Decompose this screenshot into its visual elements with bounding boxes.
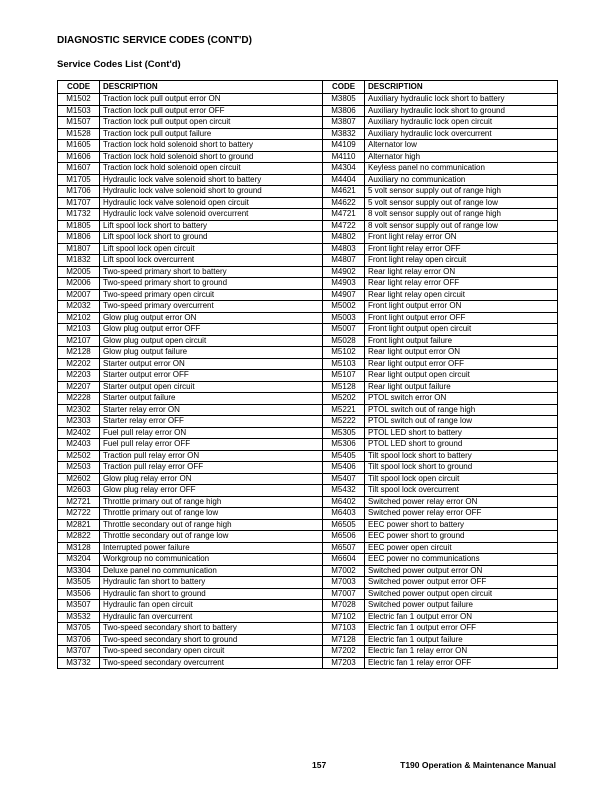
description-cell: Switched power relay error OFF bbox=[365, 508, 558, 520]
code-cell: M5406 bbox=[323, 462, 365, 474]
table-row bbox=[58, 427, 558, 439]
code-cell: M7003 bbox=[323, 577, 365, 589]
description-cell: 8 volt sensor supply out of range low bbox=[365, 220, 558, 232]
code-cell: M1832 bbox=[58, 255, 100, 267]
description-cell: Traction lock hold solenoid open circuit bbox=[100, 163, 323, 175]
code-cell: M2006 bbox=[58, 278, 100, 290]
table-row bbox=[58, 105, 558, 117]
table-row bbox=[58, 542, 558, 554]
code-cell: M6403 bbox=[323, 508, 365, 520]
description-cell: EEC power short to ground bbox=[365, 531, 558, 543]
description-cell: Rear light output failure bbox=[365, 381, 558, 393]
code-cell: M1706 bbox=[58, 186, 100, 198]
description-cell: PTOL switch error ON bbox=[365, 393, 558, 405]
table-row bbox=[58, 151, 558, 163]
table-row bbox=[58, 600, 558, 612]
description-cell: Deluxe panel no communication bbox=[100, 565, 323, 577]
description-cell: Rear light relay error OFF bbox=[365, 278, 558, 290]
code-cell: M7202 bbox=[323, 646, 365, 658]
description-cell: Glow plug output open circuit bbox=[100, 335, 323, 347]
code-cell: M3806 bbox=[323, 105, 365, 117]
description-cell: Starter output error OFF bbox=[100, 370, 323, 382]
code-cell: M3505 bbox=[58, 577, 100, 589]
table-row bbox=[58, 416, 558, 428]
column-header-code: CODE bbox=[323, 81, 365, 94]
code-cell: M1806 bbox=[58, 232, 100, 244]
description-cell: PTOL LED short to battery bbox=[365, 427, 558, 439]
code-cell: M7007 bbox=[323, 588, 365, 600]
description-cell: Hydraulic lock valve solenoid short to battery bbox=[100, 174, 323, 186]
code-cell: M2128 bbox=[58, 347, 100, 359]
code-cell: M2007 bbox=[58, 289, 100, 301]
code-cell: M5002 bbox=[323, 301, 365, 313]
code-cell: M1502 bbox=[58, 94, 100, 106]
description-cell: 5 volt sensor supply out of range high bbox=[365, 186, 558, 198]
code-cell: M5107 bbox=[323, 370, 365, 382]
description-cell: Switched power relay error ON bbox=[365, 496, 558, 508]
table-row bbox=[58, 301, 558, 313]
description-cell: Traction lock hold solenoid short to ground bbox=[100, 151, 323, 163]
code-cell: M5028 bbox=[323, 335, 365, 347]
code-cell: M5103 bbox=[323, 358, 365, 370]
table-row bbox=[58, 289, 558, 301]
code-cell: M2403 bbox=[58, 439, 100, 451]
description-cell: Two-speed primary short to ground bbox=[100, 278, 323, 290]
table-row bbox=[58, 634, 558, 646]
code-cell: M1606 bbox=[58, 151, 100, 163]
code-cell: M7128 bbox=[323, 634, 365, 646]
table-row bbox=[58, 404, 558, 416]
description-cell: Switched power output failure bbox=[365, 600, 558, 612]
table-row bbox=[58, 186, 558, 198]
code-cell: M2603 bbox=[58, 485, 100, 497]
code-cell: M2228 bbox=[58, 393, 100, 405]
description-cell: Rear light output open circuit bbox=[365, 370, 558, 382]
code-cell: M4807 bbox=[323, 255, 365, 267]
code-cell: M2107 bbox=[58, 335, 100, 347]
code-cell: M3707 bbox=[58, 646, 100, 658]
code-cell: M1807 bbox=[58, 243, 100, 255]
code-cell: M3532 bbox=[58, 611, 100, 623]
code-cell: M5306 bbox=[323, 439, 365, 451]
code-cell: M2103 bbox=[58, 324, 100, 336]
code-cell: M2503 bbox=[58, 462, 100, 474]
table-row bbox=[58, 393, 558, 405]
description-cell: Hydraulic lock valve solenoid short to ground bbox=[100, 186, 323, 198]
description-cell: Electric fan 1 output failure bbox=[365, 634, 558, 646]
description-cell: PTOL LED short to ground bbox=[365, 439, 558, 451]
code-cell: M1507 bbox=[58, 117, 100, 129]
code-cell: M7028 bbox=[323, 600, 365, 612]
description-cell: Traction lock pull output error OFF bbox=[100, 105, 323, 117]
description-cell: EEC power short to battery bbox=[365, 519, 558, 531]
table-row bbox=[58, 370, 558, 382]
table-row bbox=[58, 508, 558, 520]
table-row bbox=[58, 312, 558, 324]
table-row bbox=[58, 117, 558, 129]
description-cell: Two-speed secondary short to ground bbox=[100, 634, 323, 646]
code-cell: M3506 bbox=[58, 588, 100, 600]
column-header-description: DESCRIPTION bbox=[100, 81, 323, 94]
code-cell: M1705 bbox=[58, 174, 100, 186]
code-cell: M1605 bbox=[58, 140, 100, 152]
description-cell: Switched power output error ON bbox=[365, 565, 558, 577]
description-cell: Alternator low bbox=[365, 140, 558, 152]
description-cell: Lift spool lock short to ground bbox=[100, 232, 323, 244]
description-cell: Front light relay open circuit bbox=[365, 255, 558, 267]
description-cell: Tilt spool lock open circuit bbox=[365, 473, 558, 485]
description-cell: Lift spool lock short to battery bbox=[100, 220, 323, 232]
description-cell: Interrupted power failure bbox=[100, 542, 323, 554]
table-row bbox=[58, 232, 558, 244]
code-cell: M4109 bbox=[323, 140, 365, 152]
description-cell: Throttle primary out of range low bbox=[100, 508, 323, 520]
code-cell: M2032 bbox=[58, 301, 100, 313]
table-row bbox=[58, 94, 558, 106]
table-row bbox=[58, 266, 558, 278]
code-cell: M2207 bbox=[58, 381, 100, 393]
table-row bbox=[58, 174, 558, 186]
description-cell: Glow plug output failure bbox=[100, 347, 323, 359]
table-row bbox=[58, 128, 558, 140]
description-cell: Two-speed secondary overcurrent bbox=[100, 657, 323, 669]
code-cell: M1732 bbox=[58, 209, 100, 221]
description-cell: Auxiliary hydraulic lock short to battery bbox=[365, 94, 558, 106]
table-row bbox=[58, 646, 558, 658]
code-cell: M2302 bbox=[58, 404, 100, 416]
description-cell: Starter output failure bbox=[100, 393, 323, 405]
description-cell: Two-speed primary short to battery bbox=[100, 266, 323, 278]
description-cell: Electric fan 1 relay error OFF bbox=[365, 657, 558, 669]
description-cell: Fuel pull relay error OFF bbox=[100, 439, 323, 451]
column-header-code: CODE bbox=[58, 81, 100, 94]
description-cell: PTOL switch out of range high bbox=[365, 404, 558, 416]
description-cell: Two-speed secondary short to battery bbox=[100, 623, 323, 635]
table-row bbox=[58, 163, 558, 175]
code-cell: M4721 bbox=[323, 209, 365, 221]
table-row bbox=[58, 519, 558, 531]
description-cell: Auxiliary hydraulic lock open circuit bbox=[365, 117, 558, 129]
code-cell: M6505 bbox=[323, 519, 365, 531]
description-cell: Switched power output error OFF bbox=[365, 577, 558, 589]
table-row bbox=[58, 473, 558, 485]
code-cell: M2402 bbox=[58, 427, 100, 439]
code-cell: M7102 bbox=[323, 611, 365, 623]
code-cell: M6507 bbox=[323, 542, 365, 554]
description-cell: Two-speed primary open circuit bbox=[100, 289, 323, 301]
code-cell: M3732 bbox=[58, 657, 100, 669]
code-cell: M5102 bbox=[323, 347, 365, 359]
table-body bbox=[58, 94, 558, 669]
description-cell: Electric fan 1 relay error ON bbox=[365, 646, 558, 658]
code-cell: M4907 bbox=[323, 289, 365, 301]
code-cell: M4722 bbox=[323, 220, 365, 232]
table-row bbox=[58, 197, 558, 209]
table-row bbox=[58, 462, 558, 474]
description-cell: Starter relay error ON bbox=[100, 404, 323, 416]
description-cell: Lift spool lock overcurrent bbox=[100, 255, 323, 267]
description-cell: Rear light relay open circuit bbox=[365, 289, 558, 301]
description-cell: Front light output failure bbox=[365, 335, 558, 347]
table-row bbox=[58, 243, 558, 255]
description-cell: Glow plug output error ON bbox=[100, 312, 323, 324]
description-cell: Tilt spool lock short to ground bbox=[365, 462, 558, 474]
description-cell: Hydraulic fan overcurrent bbox=[100, 611, 323, 623]
description-cell: Traction pull relay error ON bbox=[100, 450, 323, 462]
code-cell: M5405 bbox=[323, 450, 365, 462]
code-cell: M1607 bbox=[58, 163, 100, 175]
code-cell: M5305 bbox=[323, 427, 365, 439]
description-cell: Front light output open circuit bbox=[365, 324, 558, 336]
code-cell: M3705 bbox=[58, 623, 100, 635]
description-cell: Fuel pull relay error ON bbox=[100, 427, 323, 439]
description-cell: Auxiliary hydraulic lock overcurrent bbox=[365, 128, 558, 140]
table-row bbox=[58, 381, 558, 393]
code-cell: M5202 bbox=[323, 393, 365, 405]
table-row bbox=[58, 565, 558, 577]
description-cell: Traction lock pull output open circuit bbox=[100, 117, 323, 129]
code-cell: M5128 bbox=[323, 381, 365, 393]
description-cell: PTOL switch out of range low bbox=[365, 416, 558, 428]
code-cell: M2822 bbox=[58, 531, 100, 543]
code-cell: M3832 bbox=[323, 128, 365, 140]
description-cell: Glow plug relay error OFF bbox=[100, 485, 323, 497]
description-cell: EEC power no communications bbox=[365, 554, 558, 566]
table-header-row bbox=[58, 81, 558, 94]
code-cell: M2602 bbox=[58, 473, 100, 485]
table-row bbox=[58, 485, 558, 497]
code-cell: M3204 bbox=[58, 554, 100, 566]
description-cell: Front light relay error ON bbox=[365, 232, 558, 244]
table-row bbox=[58, 439, 558, 451]
description-cell: 8 volt sensor supply out of range high bbox=[365, 209, 558, 221]
code-cell: M2202 bbox=[58, 358, 100, 370]
description-cell: Tilt spool lock overcurrent bbox=[365, 485, 558, 497]
description-cell: Glow plug output error OFF bbox=[100, 324, 323, 336]
table-row bbox=[58, 657, 558, 669]
page-number: 157 bbox=[312, 760, 327, 770]
description-cell: Throttle primary out of range high bbox=[100, 496, 323, 508]
code-cell: M2821 bbox=[58, 519, 100, 531]
column-header-description: DESCRIPTION bbox=[365, 81, 558, 94]
description-cell: Lift spool lock open circuit bbox=[100, 243, 323, 255]
code-cell: M2303 bbox=[58, 416, 100, 428]
page-title: DIAGNOSTIC SERVICE CODES (CONT'D) bbox=[57, 35, 252, 46]
code-cell: M2005 bbox=[58, 266, 100, 278]
code-cell: M2203 bbox=[58, 370, 100, 382]
description-cell: Starter output error ON bbox=[100, 358, 323, 370]
section-subtitle: Service Codes List (Cont'd) bbox=[57, 59, 181, 70]
code-cell: M4802 bbox=[323, 232, 365, 244]
description-cell: Hydraulic fan open circuit bbox=[100, 600, 323, 612]
code-cell: M3706 bbox=[58, 634, 100, 646]
table-row bbox=[58, 611, 558, 623]
description-cell: Rear light output error ON bbox=[365, 347, 558, 359]
description-cell: Rear light output error OFF bbox=[365, 358, 558, 370]
code-cell: M3805 bbox=[323, 94, 365, 106]
code-cell: M4621 bbox=[323, 186, 365, 198]
table-row bbox=[58, 450, 558, 462]
code-cell: M5003 bbox=[323, 312, 365, 324]
code-cell: M5407 bbox=[323, 473, 365, 485]
table-row bbox=[58, 588, 558, 600]
description-cell: Starter relay error OFF bbox=[100, 416, 323, 428]
code-cell: M1503 bbox=[58, 105, 100, 117]
description-cell: Traction lock pull output failure bbox=[100, 128, 323, 140]
code-cell: M6604 bbox=[323, 554, 365, 566]
table-row bbox=[58, 209, 558, 221]
code-cell: M2102 bbox=[58, 312, 100, 324]
table-row bbox=[58, 140, 558, 152]
description-cell: Starter output open circuit bbox=[100, 381, 323, 393]
description-cell: 5 volt sensor supply out of range low bbox=[365, 197, 558, 209]
code-cell: M2502 bbox=[58, 450, 100, 462]
description-cell: Auxiliary no communication bbox=[365, 174, 558, 186]
code-cell: M2722 bbox=[58, 508, 100, 520]
description-cell: EEC power open circuit bbox=[365, 542, 558, 554]
description-cell: Hydraulic fan short to ground bbox=[100, 588, 323, 600]
table-row bbox=[58, 278, 558, 290]
description-cell: Alternator high bbox=[365, 151, 558, 163]
table-row bbox=[58, 335, 558, 347]
code-cell: M4803 bbox=[323, 243, 365, 255]
description-cell: Keyless panel no communication bbox=[365, 163, 558, 175]
code-cell: M1528 bbox=[58, 128, 100, 140]
manual-title: T190 Operation & Maintenance Manual bbox=[400, 760, 556, 770]
service-codes-table bbox=[57, 80, 558, 669]
code-cell: M4622 bbox=[323, 197, 365, 209]
description-cell: Front light output error ON bbox=[365, 301, 558, 313]
code-cell: M6402 bbox=[323, 496, 365, 508]
description-cell: Hydraulic lock valve solenoid overcurrent bbox=[100, 209, 323, 221]
code-cell: M4903 bbox=[323, 278, 365, 290]
code-cell: M7002 bbox=[323, 565, 365, 577]
code-cell: M3507 bbox=[58, 600, 100, 612]
description-cell: Switched power output open circuit bbox=[365, 588, 558, 600]
table-row bbox=[58, 554, 558, 566]
description-cell: Front light relay error OFF bbox=[365, 243, 558, 255]
table-row bbox=[58, 358, 558, 370]
table-row bbox=[58, 531, 558, 543]
code-cell: M5222 bbox=[323, 416, 365, 428]
code-cell: M5007 bbox=[323, 324, 365, 336]
description-cell: Hydraulic lock valve solenoid open circuit bbox=[100, 197, 323, 209]
description-cell: Tilt spool lock short to battery bbox=[365, 450, 558, 462]
description-cell: Glow plug relay error ON bbox=[100, 473, 323, 485]
description-cell: Electric fan 1 output error ON bbox=[365, 611, 558, 623]
table-row bbox=[58, 255, 558, 267]
table-row bbox=[58, 324, 558, 336]
table-row bbox=[58, 347, 558, 359]
description-cell: Two-speed primary overcurrent bbox=[100, 301, 323, 313]
table-row bbox=[58, 496, 558, 508]
code-cell: M4304 bbox=[323, 163, 365, 175]
code-cell: M4404 bbox=[323, 174, 365, 186]
description-cell: Traction lock pull output error ON bbox=[100, 94, 323, 106]
description-cell: Hydraulic fan short to battery bbox=[100, 577, 323, 589]
description-cell: Rear light relay error ON bbox=[365, 266, 558, 278]
code-cell: M7103 bbox=[323, 623, 365, 635]
table-row bbox=[58, 577, 558, 589]
description-cell: Electric fan 1 output error OFF bbox=[365, 623, 558, 635]
description-cell: Workgroup no communication bbox=[100, 554, 323, 566]
table-row bbox=[58, 220, 558, 232]
code-cell: M6506 bbox=[323, 531, 365, 543]
code-cell: M1805 bbox=[58, 220, 100, 232]
description-cell: Traction lock hold solenoid short to battery bbox=[100, 140, 323, 152]
description-cell: Traction pull relay error OFF bbox=[100, 462, 323, 474]
description-cell: Front light output error OFF bbox=[365, 312, 558, 324]
code-cell: M7203 bbox=[323, 657, 365, 669]
description-cell: Auxiliary hydraulic lock short to ground bbox=[365, 105, 558, 117]
code-cell: M4902 bbox=[323, 266, 365, 278]
table-row bbox=[58, 623, 558, 635]
code-cell: M3304 bbox=[58, 565, 100, 577]
description-cell: Throttle secondary out of range high bbox=[100, 519, 323, 531]
code-cell: M4110 bbox=[323, 151, 365, 163]
code-cell: M5432 bbox=[323, 485, 365, 497]
description-cell: Two-speed secondary open circuit bbox=[100, 646, 323, 658]
description-cell: Throttle secondary out of range low bbox=[100, 531, 323, 543]
code-cell: M5221 bbox=[323, 404, 365, 416]
code-cell: M1707 bbox=[58, 197, 100, 209]
code-cell: M2721 bbox=[58, 496, 100, 508]
code-cell: M3128 bbox=[58, 542, 100, 554]
code-cell: M3807 bbox=[323, 117, 365, 129]
